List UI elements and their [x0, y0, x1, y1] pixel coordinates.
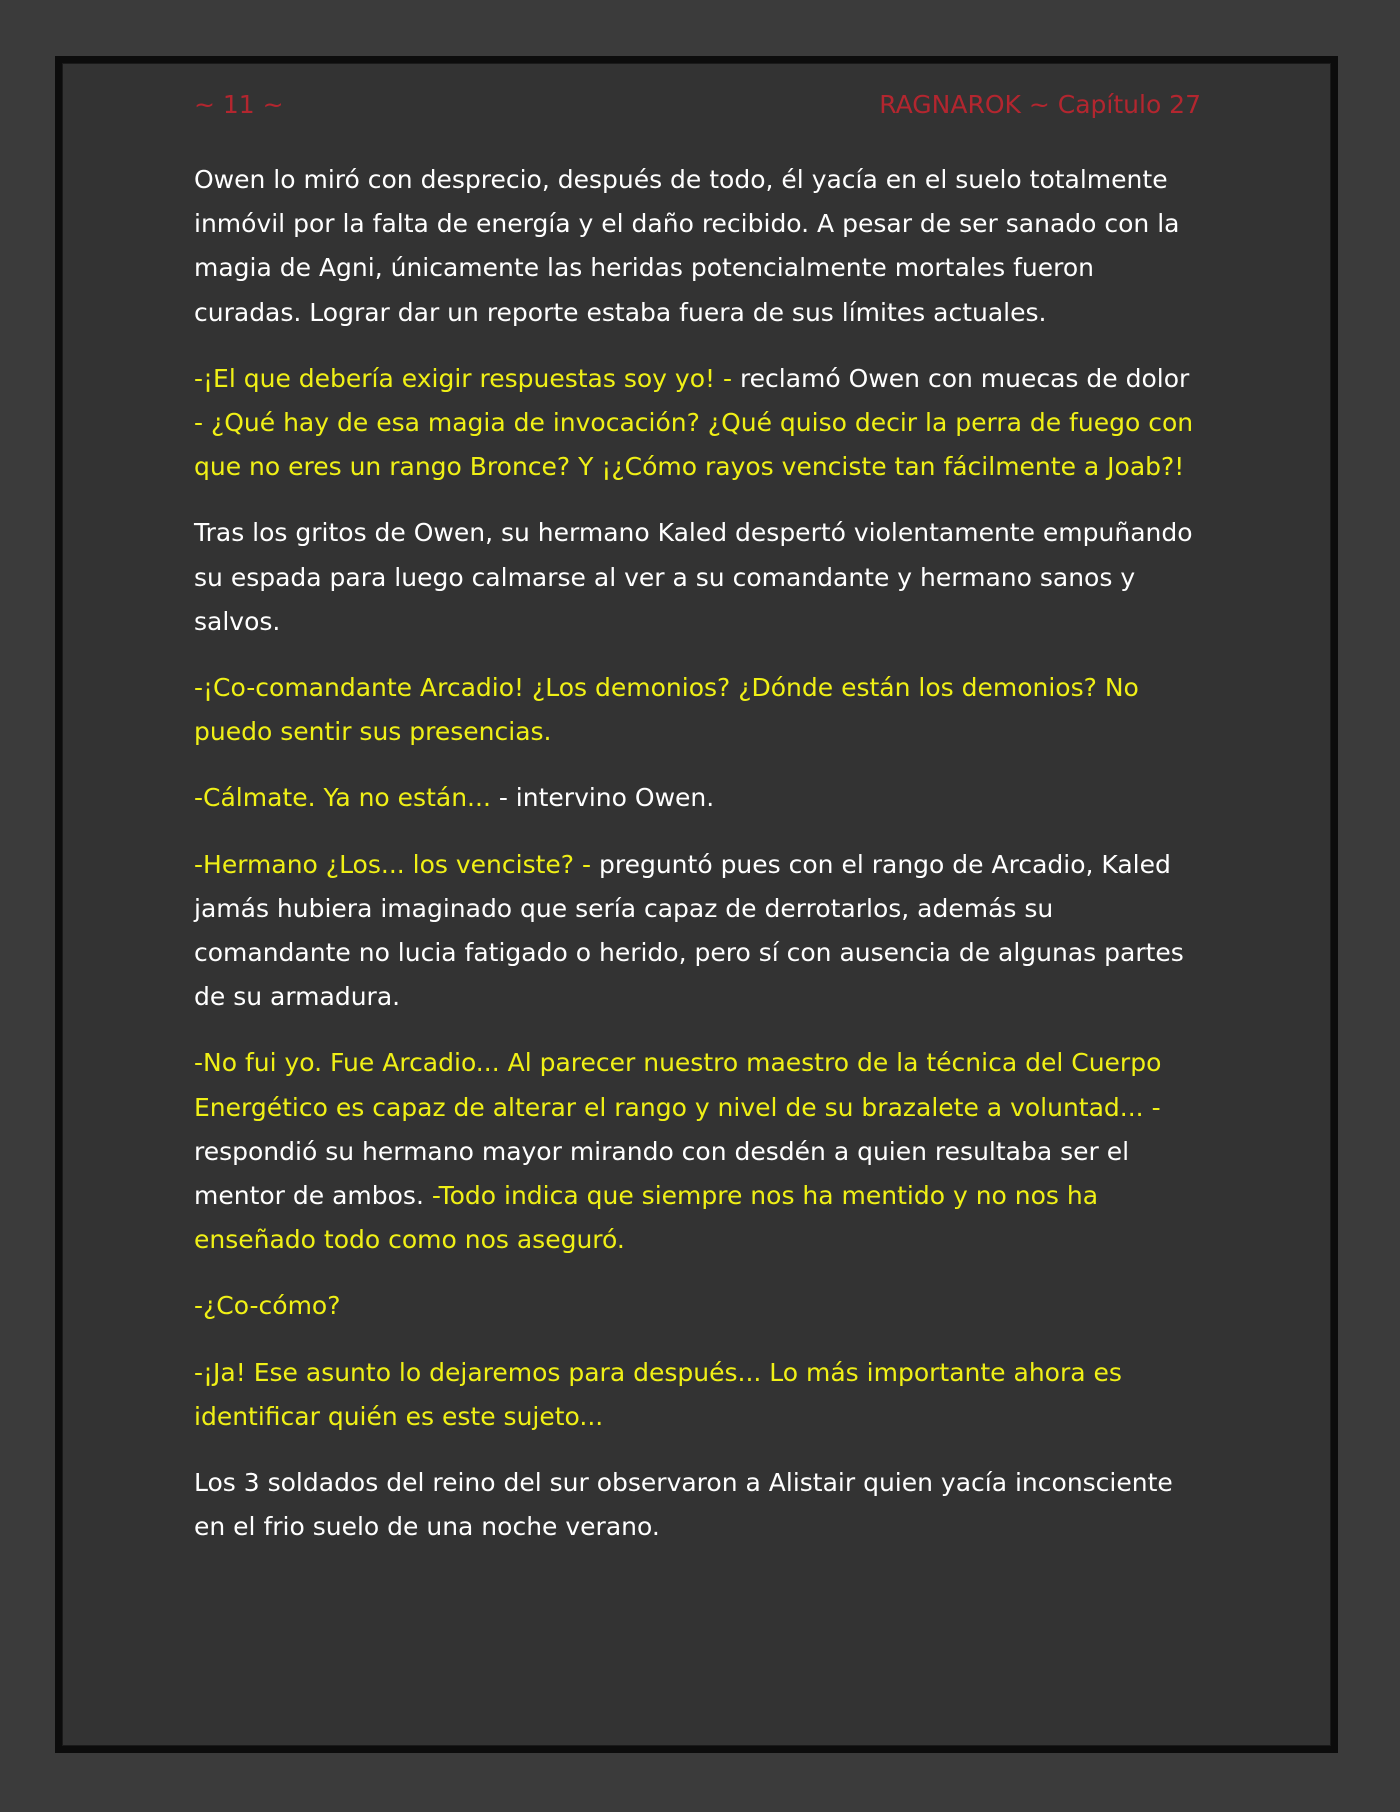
- paragraph: [194, 158, 1206, 335]
- paragraph: [194, 1284, 1206, 1328]
- narration-text: Owen lo miró con desprecio, después de todo, él yacía en el suelo totalmente inmóvil por la falta de energía y el daño recibido. A pesar de ser sanado con la magia de Agni, únicamente las heridas potencialmente mortales fueron curadas. Lograr dar un reporte estaba fuera de sus límites actuales.: [194, 165, 1180, 327]
- paragraph: [194, 357, 1206, 490]
- narration-text: reclamó Owen con muecas de dolor: [739, 363, 1190, 393]
- running-header: [194, 84, 1201, 124]
- dialogue-text: -¡Ja! Ese asunto lo dejaremos para después... Lo más importante ahora es identificar quién es este sujeto...: [194, 1357, 1122, 1431]
- narration-text: Los 3 soldados del reino del sur observaron a Alistair quien yacía inconsciente en el frio suelo de una noche verano.: [194, 1468, 1173, 1542]
- dialogue-text: -No fui yo. Fue Arcadio... Al parecer nuestro maestro de la técnica del Cuerpo Energético es capaz de alterar el rango y nivel de su brazalete a voluntad... -: [194, 1048, 1162, 1122]
- dialogue-text: - ¿Qué hay de esa magia de invocación? ¿Qué quiso decir la perra de fuego con que no eres un rango Bronce? Y ¡¿Cómo rayos venciste tan fácilmente a Joab?!: [194, 408, 1194, 482]
- dialogue-text: -Hermano ¿Los... los venciste? -: [194, 849, 599, 879]
- page-number: ~ 11 ~: [194, 89, 284, 119]
- paragraph: [194, 1041, 1206, 1262]
- chapter-title: RAGNAROK ~ Capítulo 27: [879, 89, 1201, 119]
- narration-text: preguntó pues con el rango de Arcadio, Kaled jamás hubiera imaginado que sería capaz de derrotarlos, además su comandante no lucia fatigado o herido, pero sí con ausencia de algunas partes de su armadura.: [194, 849, 1184, 1012]
- paragraph: [194, 666, 1206, 754]
- dialogue-text: -¡Co-comandante Arcadio! ¿Los demonios? ¿Dónde están los demonios? No puedo sentir sus presencias.: [194, 673, 1139, 747]
- story-text: [194, 158, 1206, 1571]
- narration-text: - intervino Owen.: [498, 783, 715, 813]
- paragraph: [194, 843, 1206, 1020]
- dialogue-text: -¿Co-cómo?: [194, 1291, 341, 1321]
- paragraph: [194, 1461, 1206, 1549]
- paragraph: [194, 511, 1206, 644]
- paragraph: [194, 1351, 1206, 1439]
- dialogue-text: -Cálmate. Ya no están...: [194, 783, 499, 813]
- paragraph: [194, 776, 1206, 820]
- narration-text: Tras los gritos de Owen, su hermano Kaled despertó violentamente empuñando su espada para luego calmarse al ver a su comandante y hermano sanos y salvos.: [194, 518, 1193, 636]
- dialogue-text: -Todo indica que siempre nos ha mentido y no nos ha enseñado todo como nos aseguró.: [194, 1181, 1099, 1255]
- dialogue-text: -¡El que debería exigir respuestas soy yo! -: [194, 363, 740, 393]
- narration-text: respondió su hermano mayor mirando con desdén a quien resultaba ser el mentor de ambos.: [194, 1136, 1130, 1211]
